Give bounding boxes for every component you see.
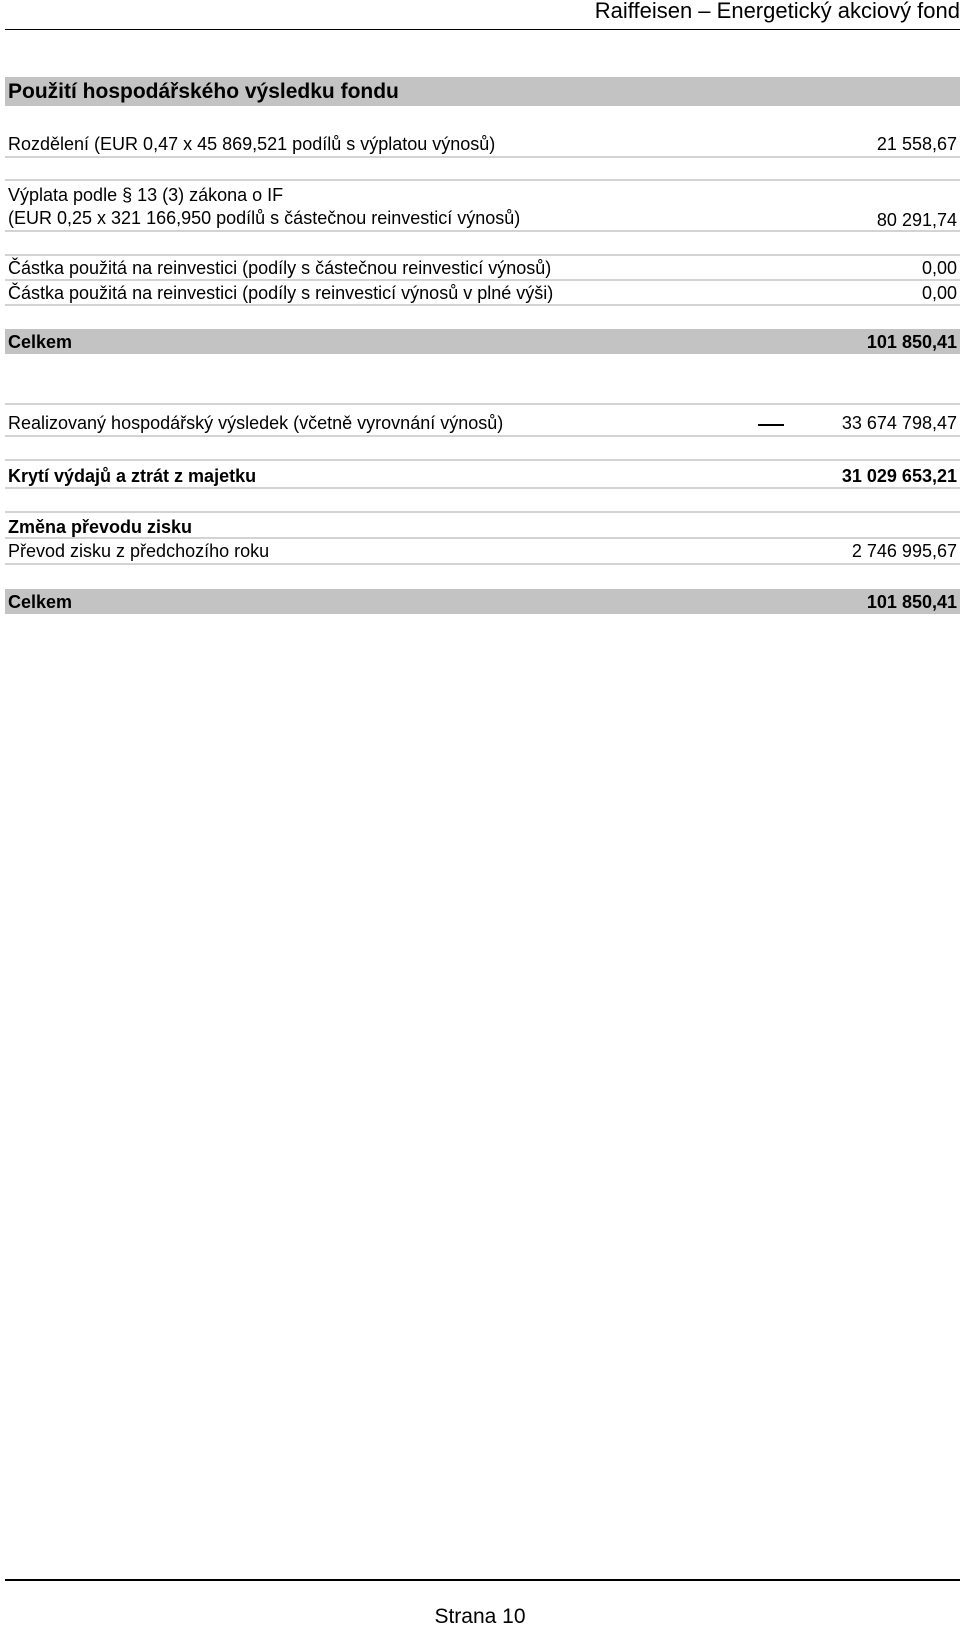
row-divider bbox=[5, 230, 960, 232]
footer-divider bbox=[5, 1579, 960, 1581]
row-divider bbox=[5, 511, 960, 513]
row-divider bbox=[5, 435, 960, 437]
reinvest-full-value: 0,00 bbox=[921, 283, 957, 303]
total1-label: Celkem bbox=[8, 332, 73, 352]
realized-value: 33 674 798,47 bbox=[841, 413, 957, 433]
transfer-change-label: Změna převodu zisku bbox=[8, 517, 193, 537]
reinvest-partial-value: 0,00 bbox=[921, 258, 957, 278]
row-divider bbox=[5, 254, 960, 256]
row-divider bbox=[5, 459, 960, 461]
row-divider bbox=[5, 487, 960, 489]
distribution-label: Rozdělení (EUR 0,47 x 45 869,521 podílů s výplatou výnosů) bbox=[8, 134, 496, 154]
payout-label-line2: (EUR 0,25 x 321 166,950 podílů s částečnou reinvesticí výnosů) bbox=[8, 208, 521, 228]
header-divider bbox=[5, 29, 960, 30]
total-band bbox=[5, 589, 960, 614]
coverage-label: Krytí výdajů a ztrát z majetku bbox=[8, 466, 257, 486]
row-divider bbox=[5, 279, 960, 281]
section-title: Použití hospodářského výsledku fondu bbox=[8, 80, 399, 103]
reinvest-partial-label: Částka použitá na reinvestici (podíly s částečnou reinvesticí výnosů) bbox=[8, 258, 552, 278]
transfer-prev-label: Převod zisku z předchozího roku bbox=[8, 541, 270, 561]
coverage-value: 31 029 653,21 bbox=[841, 466, 957, 486]
row-divider bbox=[5, 537, 960, 539]
row-divider bbox=[5, 179, 960, 181]
realized-label: Realizovaný hospodářský výsledek (včetně vyrovnání výnosů) bbox=[8, 413, 504, 433]
row-divider bbox=[5, 156, 960, 158]
total-band bbox=[5, 329, 960, 354]
minus-sign bbox=[758, 424, 784, 426]
running-header-title: Raiffeisen – Energetický akciový fond bbox=[594, 0, 960, 23]
total2-label: Celkem bbox=[8, 592, 73, 612]
total1-value: 101 850,41 bbox=[866, 332, 957, 352]
row-divider bbox=[5, 304, 960, 306]
row-divider bbox=[5, 403, 960, 405]
transfer-prev-value: 2 746 995,67 bbox=[851, 541, 957, 561]
total2-value: 101 850,41 bbox=[866, 592, 957, 612]
payout-label-line1: Výplata podle § 13 (3) zákona o IF bbox=[8, 185, 284, 205]
page-number: Strana 10 bbox=[434, 1605, 526, 1628]
reinvest-full-label: Částka použitá na reinvestici (podíly s reinvesticí výnosů v plné výši) bbox=[8, 283, 554, 303]
distribution-value: 21 558,67 bbox=[876, 134, 957, 154]
payout-value: 80 291,74 bbox=[876, 210, 957, 230]
row-divider bbox=[5, 563, 960, 565]
